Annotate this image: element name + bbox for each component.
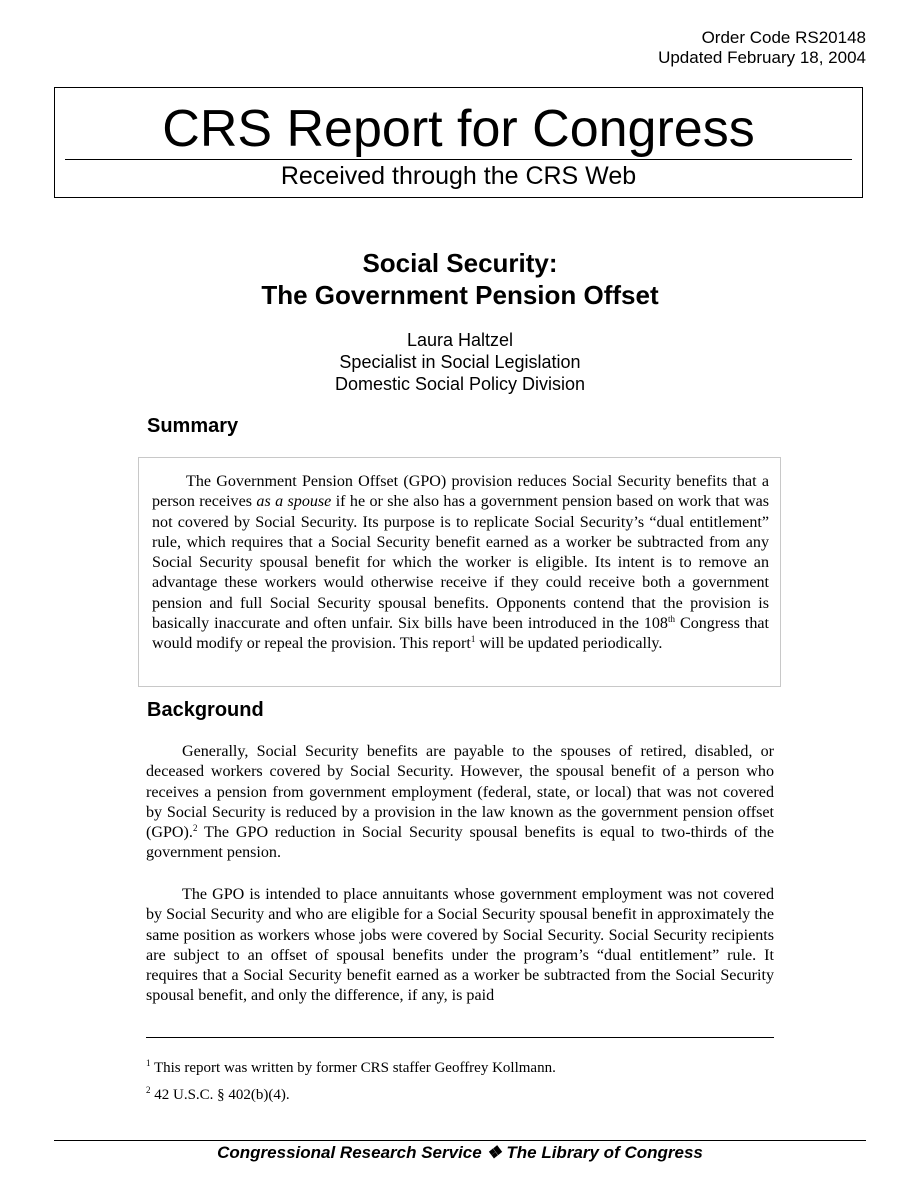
author-name: Laura Haltzel xyxy=(406,330,514,350)
updated-date: Updated February 18, 2004 xyxy=(658,48,866,67)
summary-text: The Government Pension Offset (GPO) provision reduces Social Security benefits that a person receives as a spouse if he or she also has a government pension based on work that was not covered by Social Security. Its purpose is to replicate Social Security’s “dual entitlement” rule, which requires that a Social Security benefit earned as a worker be subtracted from any Social Security spousal benefit for which the worker is eligible. Its intent is to remove an advantage these workers would otherwise receive if they could receive both a government pension and full Social Security spousal benefits. Opponents contend that the provision is basically inaccurate and often unfair. Six bills have been introduced in the 108th Congress that would modify or repeal the provision. This report$^1$ will be updated periodically. xyxy=(152,473,769,653)
footnote-ref-1[interactable]: 1 xyxy=(470,634,476,645)
superscript-th: th xyxy=(667,614,675,625)
title-line-1: Social Security: xyxy=(362,248,558,278)
emphasis-as-a-spouse: as a spouse xyxy=(256,493,332,511)
background-paragraph-2: The GPO is intended to place annuitants whose government employment was not covered by Social Security and who are eligible for a Social Security spousal benefit in approximately the same position as workers whose jobs were covered by Social Security. Social Security recipients are subject to an offset of spousal benefits under the program’s “dual entitlement” rule. It requires that a Social Security benefit earned as a worker be subtracted from the Social Security spousal benefit, and only the difference, if any, is paid xyxy=(146,886,774,1005)
banner-subtitle: Received through the CRS Web xyxy=(280,162,637,190)
order-code: Order Code RS20148 xyxy=(701,28,866,47)
background-heading: Background xyxy=(147,699,264,721)
author-division: Domestic Social Policy Division xyxy=(334,374,586,394)
summary-heading: Summary xyxy=(147,415,239,437)
author-title: Specialist in Social Legislation xyxy=(339,352,581,372)
footnote-divider xyxy=(146,1037,774,1038)
order-code-block xyxy=(658,28,866,68)
author-block xyxy=(0,329,920,395)
banner-title: CRS Report for Congress xyxy=(162,100,755,158)
footnote-ref-2[interactable]: 2 xyxy=(192,823,198,834)
crs-banner xyxy=(54,87,863,198)
footer-divider xyxy=(54,1140,866,1141)
banner-divider xyxy=(65,159,852,160)
footnote-2: $^2$ 42 U.S.C. § 402(b)(4). xyxy=(146,1085,290,1103)
title-line-2: The Government Pension Offset xyxy=(261,280,659,310)
footnote-1: $^1$ This report was written by former CRS staffer Geoffrey Kollmann. xyxy=(146,1058,556,1076)
background-paragraph-1: Generally, Social Security benefits are payable to the spouses of retired, disabled, or deceased workers covered by Social Security. However, the spousal benefit of a person who receives a pension from government employment (federal, state, or local) that was not covered by Social Security is reduced by a provision in the law known as the government pension offset (GPO).$^2$ The GPO reduction in Social Security spousal benefits is equal to two-thirds of the government pension. xyxy=(146,743,774,862)
report-title xyxy=(0,247,920,311)
page-footer: Congressional Research Service ❖ The Library of Congress xyxy=(217,1143,703,1162)
